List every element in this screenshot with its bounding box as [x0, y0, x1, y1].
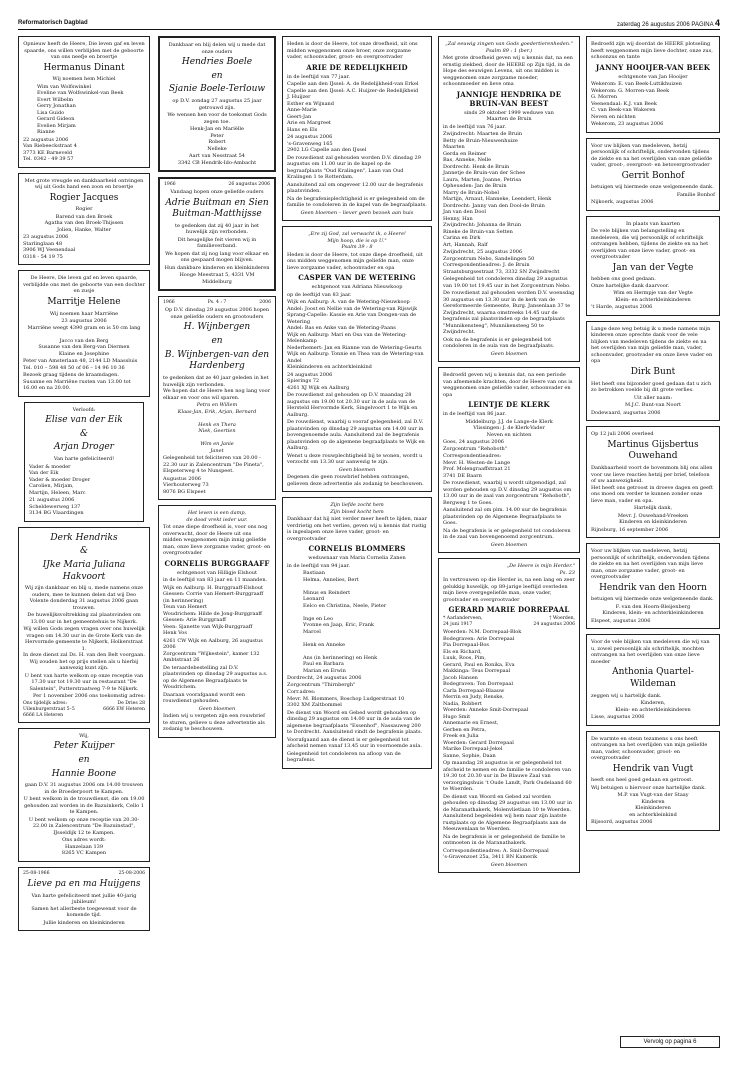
- ad-name: Martinus Gijsbertus Ouwehand: [607, 439, 699, 462]
- ad-signed: F. van den Hoorn-Bleijenberg Kinderen, klein- en achterkleinkinderen: [602, 603, 704, 617]
- ad-intro: Wij,: [79, 732, 89, 739]
- ad-address: Aart van Nesstraat 54 3342 CB Hendrik-Ido-Ambacht: [177, 153, 257, 166]
- ad-quote: „Zal eeuwig zingen van Gods goedertierenheden." Psalm 89 : 1 (ber.): [445, 41, 573, 54]
- anniversary-ad-wijnbergen: [158, 296, 276, 500]
- ad-name-1: Elise van der Eik: [45, 415, 123, 426]
- ad-address-left: Ons tijdelijk adres: Uilenburgerstraat 5–5 6666 LA Heteren: [23, 700, 75, 718]
- ad-text-2: Gelegenheid tot condoleren dinsdag 29 augustus van 19.00 tot 19.45 uur in het Zorgcentrum Nebo.: [443, 276, 571, 289]
- ad-address: Lisse, augustus 2006: [591, 714, 645, 721]
- ad-text-2: Jullie kinderen en kleinkinderen: [43, 919, 125, 926]
- ad-text-3: De dienst van Woord en Gebed zal worden gehouden op dinsdag 29 augustus om 13.00 uur in de Maranathakerk, Molenvlietlaan 10 te Woerden. Aansluitend begeleiden wij hem naar zijn laatste rustplaats op de Algemene Begraafplaats aan de Meeuwenlaan te Woerden.: [443, 793, 572, 833]
- ad-address: Hooge Meestraat 5, 4331 VM Middelburg: [179, 272, 255, 285]
- ad-family: Wijk en Aalburg: A. van de Wetering-Nieuwkoop Andel: Joost en Nellie van de Wetering-van Rijswijk Sprang-Capelle: Kassie en Arie van Dongen-van de Wetering Andel: Bas en Anke van de Wetering-Paans Wijk en Aalburg: Mari en Osa van de Wetering-Melenkamp Nederhemert: Jan en Rianne van de Wetering-Geurts Wijk en Aalburg: Tonnie en Thea van de Wetering-van Andel Kleinkinderen en achterkleinkind: [287, 299, 424, 371]
- ad-text-2: in de leeftijd van 83 jaar en 11 maanden.: [163, 577, 268, 584]
- ad-name: Marritje Helene: [47, 296, 121, 307]
- ad-corr: Correspondentieadres: Mevr. H. Westen-de Lange Prof. Molengraaffstraat 21 3741 DE Baarn: [443, 453, 511, 479]
- ad-text-1: Met grote droefheid geven wij u kennis dat, na een ernstig ziekbed, door de HEERE op Zijn tijd, in de Hope des eeuwigen Levens, uit ons midden is weggenomen onze zorgzame moeder, schoonmoeder en lieve oma: [443, 55, 573, 87]
- ad-text-2: Corr.adres: Mevr. M. Blommers, Boschop Ludgerstraat 10 3302 XM Zaltbommel: [287, 689, 405, 709]
- ad-name: Hermanus Dinant: [43, 62, 125, 73]
- ad-text-1: Heden is door de Heere, tot onze diepe droefheid, uit ons midden weggenomen mijn geliefde man, onze lieve zorgzame vader, schoonvader en opa: [287, 251, 423, 271]
- ad-text-1: Voor uw blijken van medeleven, hetzij persoonlijk of schriftelijk, ondervonden tijdens de ziekte en na het overlijden van onze geliefde vader, groot-, overgroot- en betovergrootvader: [591, 142, 713, 169]
- ad-text-1: De warmte en steun tezamens u ons heeft ontvangen na het overlijden van mijn geliefde man, vader, schoonvader, groot- en overgrootvader: [591, 735, 708, 762]
- ad-thanks: Van harte gefeliciteerd!: [53, 456, 115, 463]
- column-1: [18, 36, 150, 936]
- ad-text-1: Dankbaarheid voort de bovenmom blij ons allen voor uw lieve reacties hetzij per brief, telefoon of uw aanwezigheid. Het heeft ons getroost in droeve dagen en geeft ons moed om verder te kunnen zonder onze lieve man, vader en opa.: [591, 465, 713, 504]
- ad-family: Barend van den Broek Agatha van den Broek-Thijssen Jolien, Hanke, Walter: [44, 213, 124, 233]
- ad-sub: echtgenoot van Hilligje Elshout: [177, 569, 257, 576]
- page-label: PAGINA: [691, 22, 714, 28]
- obituary-redelijkheid: [282, 36, 432, 221]
- ad-from: Per 1 november 2006 ons toekomstig adres:: [33, 693, 145, 700]
- obituary-hooijer: [586, 36, 720, 133]
- ad-text-3: Aansluitend zal om ongeveer 12.00 uur de begrafenis plaatsvinden.: [287, 181, 424, 195]
- ad-signed: Familie Bonhof: [676, 191, 715, 198]
- ad-family: Middelburg: J.J. de Lange-de Klerk Vlissingen: J. de Klerk-Vader Neven en nichten: [465, 418, 553, 438]
- ad-quote: Ps. 4 : 7: [207, 300, 227, 306]
- ad-text-4: Na de begrafenis is er gelegenheid tot condoleren in de zaal van bovengenoemd zorgcentrum.: [443, 527, 571, 541]
- ad-text-2: Het heeft ons bijzonder goed gedaan dat u zich zo betrokken voelde bij dit grote verlies.: [591, 380, 712, 394]
- ad-text-4: Wenst u deze rouwplechtigheid bij te wonen, wordt u verzocht om 13.30 uur aanwezig te zijn.: [287, 452, 423, 466]
- thanks-ad-ouwehand: [586, 426, 720, 538]
- column-3: [282, 36, 432, 774]
- ad-name: Hendrik van den Hoorn: [599, 582, 707, 593]
- ad-quote: „De Heere is mijn Herder." Ps. 23: [506, 563, 575, 576]
- ad-callname: Rogier: [75, 206, 93, 213]
- ad-address: Nijkoerk, augustus 2006: [591, 199, 654, 206]
- ad-text-4: Hun dankbare kinderen en kleinkinderen: [164, 264, 270, 271]
- column-2: [158, 36, 276, 743]
- ad-signed: Geen bloemen: [198, 705, 236, 712]
- ad-text-2: heeft ons heel goed gedaan en getroost.: [591, 777, 693, 784]
- ad-text-3: De rouwdienst, waarbij u vooraf gelegenheid, zal D.V. plaatsvinden op dinsdag 29 augustus om 14.00 uur in bovengenoemde aula. Aansluitend zal de begrafenis plaatsvinden op de algemene begraafplaats te Wijk en Aalburg.: [287, 419, 425, 452]
- ad-text-2: Op maandag 28 augustus is er gelegenheid tot afscheid te nemen en de familie te condoleren van 19.30 tot 20.30 uur in De Blauwe Zaal van verzorgingshuis 't Oude Landt, Park Oudelaand 60 te Woerden.: [443, 760, 572, 793]
- ad-amp: en: [211, 70, 223, 81]
- obituary-de-bruin: [438, 36, 580, 362]
- ad-name: Adrie Buitman en Sien Buitman-Matthijsse: [165, 197, 269, 220]
- ad-text-3: De rouwdienst zal gehouden worden D.V. woensdag 30 augustus om 13.30 uur in de kerk van de Gereformeerde Gemeente, Burg. Jansenlaan 37 te Zwijndrecht, waarna omstreeks 14.45 uur de begrafenis zal plaatsvinden op de begraafplaats "Munnikensteeg", Munnikensteeg 50 te Zwijndrecht.: [443, 290, 575, 336]
- ad-name: CASPER VAN DE WETERING: [298, 273, 416, 283]
- ad-text-1: Dankbaar dat hij niet verder meer heeft te lijden, maar verdrietig om het verlies, geven wij u kennis dat rustig is ingeslapen onze lieve vader, groot- en overgrootvader: [287, 516, 427, 542]
- thanks-ad-vugt: [586, 731, 720, 831]
- ad-sub: echtgenote van Jan Hooijer: [618, 73, 688, 80]
- ad-callname: Wij noemen hem Michiel: [52, 76, 116, 83]
- ad-sub: weduwnaar van Maria Cornelia Zanen: [308, 555, 406, 562]
- ad-addresses: [23, 701, 145, 719]
- ad-text-2: Dit heugelijke feit vieren wij in familieverband.: [177, 236, 257, 250]
- ad-text-2: U bent welkom in de trouwdienst, die om 19.00 gehouden zal worden in de Bazuinkerk, Cello 1 te Kampen.: [23, 796, 145, 816]
- ad-age: in de leeftijd van 94 jaar.: [287, 562, 350, 569]
- ad-text-4: De teraardebestelling zal D.V. plaatsvinden op dinsdag 29 augustus a.s. op de Algemene Begraafplaats te Woudrichem.: [163, 664, 268, 691]
- continue-on-page-link: Vervolg op pagina 6: [620, 1036, 720, 1048]
- ad-family: Wekerom: E. van Beek-Luttikhuizen Wekerom: G. Morren-van Beek G. Morren Veenendaal: K.J. van Beek C. van Beek-van Wakeren Neven en nichten: [591, 81, 682, 120]
- ad-text-2: De rouwdienst zal gehouden worden D.V. dinsdag 29 augustus om 11.00 uur in de kapel op de begraafplaats "Oud Kralingen", Laan van Oud Kralingen 1 te Rotterdam.: [287, 154, 421, 181]
- ad-family: Woerden: N.M. Dorrepaal-Blok Bodegraven: Arie Dorrepaal Pia Dorrepaal-Bos Els en Richard, Luuk, Roos, Pim, Gerard, Paul en Ronika, Eva Makkinga: Teus Dorrepaal Jacob Hansen Bodegraven: Ton Dorrepaal Carla Dorrepaal-Blaauw Merrin en Judy, Renske, Nadia, Robbert Woerden: Anneke Smit-Dorrepaal Hugo Smit Annemarie en Ernest, Gerben en Petra, Freek en Julia Woerden: Gerard Dorrepaal Marike Dorrepaal-Jekel Sanne, Sophie, Daan: [443, 629, 529, 759]
- ad-signed: Geen bloemen: [490, 861, 528, 868]
- ad-text-3: Aansluitend zal om plm. 14.00 uur de begrafenis plaatsvinden op de Algemene Begraafplaats te Goes.: [443, 507, 567, 527]
- ad-family: Wim van Wolfswinkel Eveline van Wolfswinkel-van Beek Evert Wilbelm Gerry Jonathan Lisa Guido Gerard Gideon Evelien Mirjam Rianne: [37, 83, 124, 136]
- ad-amp: &: [79, 546, 88, 557]
- birth-ad-hermanus: [18, 36, 150, 168]
- ad-address: Zwijndrecht, 25 augustus 2006 Zorgcentrum Nebo, Sandelingen 50 Correspondentieadres: J. de Bruin Straatsburgsestraat 73, 3332 SN Zwijndrecht: [443, 249, 560, 275]
- ad-title: Lieve pa en ma Huijgens: [27, 878, 141, 889]
- ad-address: Wekerom, 23 augustus 2006: [591, 121, 664, 128]
- page-date: zaterdag 26 augustus 2006: [617, 22, 690, 28]
- ad-address: 't Harde, augustus 2006: [591, 304, 653, 311]
- anniversary-ad-huijgens: [18, 867, 150, 931]
- ad-intro: Op 12 juli 2006 overleed: [591, 431, 654, 438]
- ad-quote: Zijn liefde zocht hem Zijn bloed kocht hem: [330, 502, 384, 515]
- ad-name: Dirk Bunt: [630, 366, 676, 377]
- ad-address: Goes, 24 augustus 2006 Zorgcentrum "Rehoboth": [443, 439, 507, 452]
- obituary-blommers: [282, 497, 432, 769]
- ad-address: Rijnsburg, 16 september 2006: [591, 526, 669, 533]
- ad-name: CORNELIS BURGGRAAFF: [164, 558, 270, 568]
- ad-family: Petra en Willem Klaas-Jan, Erik, Arjan, Bernard Henk en Thera Niek, Geertien Wim en Janie Janet: [177, 402, 257, 454]
- ad-date-left: 25-08-1966: [23, 870, 50, 876]
- ad-address: 24 augustus 2006 's-Gravenweg 165 2902 LG Capelle aan den IJssel: [287, 134, 367, 154]
- ad-address-right: De Dries 28 6666 EW Heteren: [103, 700, 145, 712]
- thanks-ad-vegte: [586, 216, 720, 316]
- ad-family: Zwijndrecht: Maarten de Bruin Betty de Bruin-Nieuwenhuize Maarten Gerda en Reimer Bas, Anneke, Nelle Dordrecht: Henk de Bruin Jannetje de Bruin-van der Schee Laura, Marten, Joanne, Petrisa Opheusden: Jan de Bruin Marry de Bruin-Nobel Martijn, Arnaut, Hanneke, Leendert, Henk Dordrecht: Janny van den Dool-de Bruin Jan van den Dool Henny, Han Zwijndrecht: Johanna de Bruin Rineke de Bruin-van Setten Carina en Dirk Art, Hannah, Ralf: [443, 131, 552, 248]
- ad-text-3: De dienst van Woord en Gebed wordt gehouden op dinsdag 29 augustus om 14.00 uur in de aula van de algemene begraafplaats "Essenhof", Nassauweg 200 te Dordrecht. Aansluitend vindt de begrafenis plaats.: [287, 709, 423, 736]
- ad-text-2: betuigen wij hiermede onze welgemeende dank.: [591, 596, 714, 603]
- ad-text-5: Correspondentieadres: A. Smit-Dorrepaal 's-Gravenzoet 25a, 3411 BN Kamerik: [443, 847, 549, 861]
- ad-address: Ons adres wordt: Hanzelaan 139 8265 VC Kampen: [61, 837, 107, 857]
- ad-text-3: U bent welkom op onze receptie van 20.30-22.00 in Zalencentrum "De Bazuinstad", IJsseldijk 12 te Kampen.: [28, 816, 140, 836]
- ad-text-2: De rouwdienst zal gehouden op D.V. maandag 28 augustus om 19.00 tot 20.30 uur in de aula van de Hersteld Hervormde Kerk, Singelvoort 1 te Wijk en Aalburg.: [287, 392, 418, 418]
- ad-intro: Dankbaar en blij delen wij u mede dat onze ouders: [168, 42, 266, 55]
- ad-signed: Mevr. J. Ouwehand-Vreeken Kinderen en kleinkinderen: [617, 512, 689, 526]
- ad-signed: Geen bloemen: [490, 541, 528, 548]
- ad-text-4: Na de begrafenis is er gelegenheid de familie te ontmoeten in de Maranathakerk.: [443, 833, 566, 847]
- column-5: [586, 36, 720, 836]
- obituary-de-klerk: [438, 367, 580, 553]
- ad-name-1: H. Wijnbergen: [183, 322, 251, 333]
- engagement-ad-arjan: [24, 402, 144, 522]
- ad-signed: Geen bloemen: [490, 350, 528, 357]
- thanks-ad-bunt: [586, 321, 720, 421]
- ad-text-3: Uit aller naam:: [633, 394, 673, 401]
- ad-name: Gerrit Bonhof: [621, 170, 685, 181]
- ad-age: in de leeftijd van 86 jaar.: [443, 411, 506, 418]
- ad-address: Augustus 2006 Vierhouterweg 73 8076 BG Elspeet: [163, 475, 209, 495]
- ad-text-4: U bent van harte welkom op onze receptie van 17.30 uur tot 19.30 uur in restaurant "De Salentein", Putterstraatweg 7-9 te Nijkerk.: [24, 672, 144, 692]
- ad-text-4: Voorafgaand aan de dienst is er gelegenheid tot afscheid nemen vanaf 13.45 uur in voornoemde aula.: [287, 736, 422, 750]
- ad-intro: In plaats van kaarten: [626, 220, 680, 227]
- ad-dates: [164, 182, 270, 188]
- ad-callname: Wij noemen haar Marriëne: [49, 310, 119, 317]
- ad-amp: en: [78, 754, 90, 765]
- ad-address: 23 augustus 2006 Starlinglaan 48 3906 WJ Veenendaal 0318 - 54 19 75: [23, 234, 76, 260]
- ad-text-2: Hartelijk dank,: [633, 505, 673, 512]
- ad-name-2: Arjan Droger: [54, 442, 114, 453]
- obituary-dorrepaal: [438, 558, 580, 873]
- obituary-wetering: [282, 226, 432, 492]
- ad-date-right: 25-08-2006: [118, 870, 145, 876]
- ad-text-2: De rouwdienst, waarbij u wordt uitgenodigd, zal worden gehouden op D.V. dinsdag 29 augustus om 13.00 uur in de zaal van zorgcentrum "Rehoboth", Bergweg 1 te Goes.: [443, 480, 572, 506]
- obituary-burggraaff: [158, 505, 276, 738]
- ad-text-1: gaan D.V. 31 augustus 2006 om 14.00 trouwen in de Broederpoort te Kampen.: [24, 782, 144, 795]
- ad-name: Jan van der Vegte: [612, 262, 694, 273]
- wedding-ad-derk: [18, 527, 150, 723]
- ad-address: Peter van Amsterlaan 48, 2144 LD Maassluis Tel. 010 – 598 48 50 of 06 – 14 96 10 36: [23, 358, 138, 371]
- ad-details: 23 augustus 2006 Marriëne weegt 4390 gram en is 50 cm lang Jacco van den Berg Susanne van den Berg-van Diermen Klaine en Josephine: [27, 318, 141, 357]
- ad-date-left: 1966: [163, 300, 175, 306]
- ad-text-1: De vele blijken van belangstelling en medeleven, die wij persoonlijk of schriftelijk ontvangen hebben, tijdens de ziekte en na het overlijden van onze lieve vader, groot- en overgrootvader: [591, 228, 709, 261]
- ad-name: GERARD MARIE DORREPAAL: [448, 605, 570, 615]
- ad-family: Vader & moeder Van der Eik Vader & moeder Droger Carolien, Mirjam, Martijn, Heleen, Marc: [29, 463, 91, 496]
- ad-dates: [443, 616, 575, 628]
- ad-intro: Vandaag hopen onze geliefde ouders: [170, 189, 264, 196]
- ad-name-2: IJke Maria Juliana Hakvoort: [42, 560, 126, 582]
- ad-text-1: Wij zijn dankbaar en blij u, mede namens onze ouders, mee te kunnen delen dat wij Deo Volente donderdag 31 augustus 2006 gaan trouwen.: [24, 585, 144, 611]
- ad-text-2: zeggen wij u hartelijk dank.: [591, 692, 662, 699]
- ad-address: Elspeet, augustus 2006: [591, 617, 651, 624]
- anniversary-ad-boele: [158, 36, 276, 172]
- ad-signed: M.J.C. Bunt-van Noort: [625, 402, 681, 409]
- ad-family: Henk-Jan en Mariëlle Peter Robert Nelleke: [190, 126, 244, 152]
- ad-text-3: Wij willen Gods zegen vragen over ons huwelijk vragen om 14.30 uur in de Grote Kerk van de Hervormde gemeente te Nijkerk, Holkerstraat 1. In deze dienst zal Ds. H. van den Belt voorgaan. Wij zouden het op prijs stellen als u hierbij aanwezig kunt zijn.: [23, 626, 145, 672]
- ad-date-right: † Woerden, 24 augustus 2006: [533, 616, 575, 628]
- ad-text-1: In vertrouwen op die Herder is, na een lang en zeer gelukkig huwelijk, op 89-jarige leeftijd overleden mijn lieve overgegeliefde man, onze vader, grootvader en overgrootvader: [443, 577, 575, 603]
- ad-family: Bastiaan Helma, Annelies, Bert Minus en Reindert Leonard Eelco en Christina, Neele, Pieter Inge en Leo Yvonne en Jaap, Eric, Frank Marcel Henk en Anneke Ans (in herinnering) en Henk Paul en Barbara Marian en Erwin: [303, 570, 387, 674]
- ad-name-2: B. Wijnbergen-van den Hardenberg: [164, 349, 270, 372]
- ad-text-1: Lange deze weg betuig ik u mede namens mijn kinderen onze oprechte dank voor de vele blijken van medeleven tijdens de ziekte en na het overlijden van mijn geliefde man, vader, schoonvader, grootvader en onze lieve vader en opa: [591, 325, 713, 365]
- ad-address: Bijsoord, augustus 2006: [591, 819, 653, 826]
- page-info: [617, 18, 720, 30]
- ad-text-2: betuigen wij hiermede onze welgemeende dank.: [591, 184, 714, 191]
- ad-text-3: Wij betuigen u hiervoor onze hartelijke dank.: [591, 784, 706, 791]
- ad-amp: en: [211, 336, 223, 347]
- ad-intro: De Heere, Die leven gaf en leven spaarde, verblijdde ons met de geboorte van een dochter en zusje: [23, 275, 145, 295]
- ad-title: Verloofd:: [72, 406, 96, 413]
- ad-age: op de leeftijd van 83 jaar.: [287, 291, 352, 298]
- thanks-ad-hoorn: [586, 543, 720, 629]
- ad-date-right: 2006: [259, 300, 271, 306]
- ad-text-1: Van harte gefeliciteerd met jullie 40-jarig jubileum! Samen het allerbeste toegewenst voor de komende tijd.: [31, 892, 137, 918]
- ad-text-5: Daaraan voorafgaand wordt een rouwdienst gehouden.: [163, 691, 245, 705]
- ad-date-left: 1966: [164, 182, 176, 188]
- ad-name: Rogier Jacques: [49, 192, 119, 203]
- ad-name: Anthonia Quartel-Wildeman: [612, 667, 694, 689]
- ad-sub: echtgenoot van Adriana Nieuwkoop: [311, 284, 403, 291]
- ad-address: Dordrecht, 24 augustus 2006 Zorgcentrum "Thirnbergh": [287, 675, 362, 688]
- newspaper-name: Reformatorisch Dagblad: [18, 20, 88, 26]
- ad-signed: Kinderen, Klein- en achterkleinkinderen: [615, 700, 691, 713]
- ad-name: Hendrik van Vugt: [612, 763, 694, 774]
- ad-text-3: 4261 CW Wijk en Aalburg, 26 augustus 2006 Zorgcentrum "Wijkestein", kamer 132 Ambtstraat 26: [163, 637, 263, 664]
- page-number: 4: [714, 18, 720, 28]
- ad-address: 24 augustus 2006 Spierings 72 4261 XJ Wijk en Aalburg: [287, 371, 350, 391]
- ad-name: ARIE DE REDELIJKHEID: [306, 62, 408, 72]
- page-header: [18, 16, 720, 30]
- ad-amp: &: [79, 428, 88, 439]
- thanks-ad-bonhof: [586, 138, 720, 211]
- ad-dates: [163, 300, 271, 306]
- ad-text-2: hebben ons goed gedaan. Onze hartelijke dank daarvoor.: [591, 276, 670, 289]
- ad-text-6: Indien wij u vergeten zijn een rouwbrief te sturen, gelieve u deze advertentie als zodanig te beschouwen.: [163, 713, 265, 733]
- ad-signed: Geen bloemen: [338, 466, 376, 473]
- ad-name-1: Derk Hendriks: [50, 532, 118, 543]
- column-4: [438, 36, 580, 878]
- ad-text-1: Heden is door de Heere, tot onze droefheid, uit ons midden weggenomen onze broer, onze zorgzame vader, schoonvader, groot- en overgrootvader: [287, 41, 418, 60]
- wedding-ad-kuijper: [18, 728, 150, 862]
- ad-name-2: Hannie Boone: [51, 768, 117, 779]
- ad-intro: Op D.V. dinsdag 29 augustus 2006 hopen onze geliefde ouders en grootouders: [164, 307, 270, 320]
- ad-visit: Bezoek graag tijdens de kraamdagen. Susanne en Marriëne rusten van 13.00 tot 16.00 en na 20.00.: [23, 372, 131, 392]
- ad-text-1: Voor uw blijken van medeleven, hetzij persoonlijk of schriftelijk, ondervonden tijdens de ziekte en na het overlijden van mijn lieve man, onze zorgzame vader, groot- en overgrootvader: [591, 548, 710, 581]
- ad-intro: Opnieuw heeft de Heere, Die leven gaf en leven spaarde, ons willen verblijden met de geboorte van ons neefje en broertje: [23, 41, 145, 60]
- ad-text-1: op D.V. zondag 27 augustus 25 jaar getrouwd zijn.: [172, 98, 262, 111]
- ad-name-2: Sjanie Boele-Terlouw: [168, 84, 266, 95]
- ad-text-2: We wensen hen voor de toekomst Gods zegen toe.: [167, 112, 267, 125]
- ad-age: in de leeftijd van 76 jaar.: [443, 123, 506, 130]
- ad-family: Capelle aan den IJssel: A. de Redelijkheid-van Erkel Capelle aan den IJssel: A.C. Huijzer-de Redelijkheid J. Huijzer Esther en Wijnand Anne-Marie Geert-Jan Arie en Margreet Hans en Els: [287, 81, 419, 133]
- ad-intro: Met grote vreugde en dankbaarheid ontvingen wij uit Gods hand een zoon en broertje: [24, 177, 144, 191]
- ad-name: JANNY HOOIJER-VAN BEEK: [595, 62, 711, 72]
- thanks-ad-wildeman: [586, 634, 720, 725]
- ad-name-1: Peter Kuijper: [53, 741, 115, 752]
- ad-name-1: Hendries Boele: [181, 57, 253, 67]
- ad-text-1: Bedroefd geven wij u kennis dat, na een periode van afnemende krachten, door de Heere van ons is weggenomen onze geliefde vader, schoonvader en opa: [443, 372, 573, 398]
- ad-name: CORNELIS BLOMMERS: [308, 544, 406, 554]
- ad-address: Dodewaard, augustus 2006: [591, 409, 661, 416]
- ad-text-1: Bedroefd zijn wij doordat de HEERE plotseling heeft weggenomen mijn lieve dochter, onze zus, schoonzus en tante: [591, 41, 713, 60]
- ad-quote: „Ere zij God, zal verwacht ik, o Heere! Mijn hoop, die is op U." Psalm 39 : 8: [308, 231, 406, 251]
- ad-signed: M.P. van Vugt-van der Staay Kinderen Kleinkinderen en achterkleinkind: [617, 792, 689, 818]
- ad-family: Wijk en Aalburg: H. Burggraaff-Elshout Giessen: Corrie van Hemert-Burggraaff (in herinnering) Teun van Hemert Woudrichem: Hilde de Jong-Burggraaff Giessen: Arie Burggraaff Veen: Sjanette van Wijk-Burggraaff Henk Vos: [163, 584, 264, 637]
- ad-dates: [23, 871, 145, 877]
- ad-signed: Geen bloemen – liever geen bezoek aan huis: [300, 209, 414, 216]
- ad-text-1: te gedenken dat ze 40 jaar geleden in het huwelijk zijn verbonden. We hopen dat de Heere hen nog lang voor elkaar en voor ons wil sparen.: [163, 375, 271, 401]
- anniversary-ad-buitman: [158, 177, 276, 291]
- ad-text-5: Gelegenheid tot condoleren na afloop van de begrafenis.: [287, 750, 401, 764]
- ad-text-2: Gelegenheid tot feliciteren van 20.00 - 22.30 uur in Zalencentrum "De Pineta", Elspeterweg 4 te Nunspeet.: [163, 455, 264, 475]
- ad-quote: Het leven is een damp, de dood vrekt ieder uur.: [186, 510, 248, 523]
- birth-ad-rogier: [18, 173, 150, 266]
- ad-text-1: te gedenken dat zij 40 jaar in het huwelijk zijn verbonden.: [174, 222, 260, 236]
- ad-date-right: 26 augustus 2006: [228, 182, 270, 188]
- ad-age: in de leeftijd van 77 jaar.: [287, 73, 350, 80]
- ad-signed: Wim en Hermpje van der Vegte Klein- en achterkleinkinderen: [613, 290, 693, 303]
- ad-text-4: Na de begrafenisplechtigheid is er gelegenheid om de familie te condoleren in de kapel van de begraafplaats.: [287, 195, 427, 209]
- ad-name: JANNIGJE HENDRIKA DE BRUIN-VAN BEEST: [456, 89, 562, 108]
- ad-name: LEINTJE DE KLERK: [468, 400, 550, 410]
- ad-text-4: Ook na de begrafenis is er gelegenheid tot condoleren in de aula van de begraafplaats.: [443, 336, 555, 350]
- ad-text-1: Tot onze diepe droefheid is, voor ons nog onverwacht, door de Heere uit ons midden weggenomen mijn innig geliefde man, onze lieve zorgzame vader, groot- en overgrootvader: [163, 524, 271, 557]
- ad-text-5: Degenen die geen rouwbrief hebben ontvangen, gelieven deze advertentie als zodanig te beschouwen.: [287, 474, 424, 487]
- ad-sub: sinds 29 oktober 1999 weduwe van Maarten de Bruin: [464, 109, 554, 123]
- ad-address: 22 augustus 2006 Van Riebeeckstraat 4 3773 KE Barneveld Tel. 0342 - 49 39 57: [23, 136, 77, 163]
- ad-text-2: De huwelijksvoltrekking zal plaatsvinden om 13.00 uur in het gemeentehuis te Nijkerk.: [27, 612, 141, 625]
- ad-address: 21 augustus 2006 Scheldewerweg 137 3134 BG Vlaardingen: [29, 497, 84, 517]
- ad-text-3: We hopen dat zij nog lang voor elkaar en ons gespaard mogen blijven.: [165, 250, 269, 264]
- ad-date-left: * Aarlanderveen, 24 juni 1917: [443, 616, 483, 628]
- ad-text-1: Voor de vele blijken van medeleven die wij van u, zowel persoonlijk als schriftelijk, mochten ontvangen na het overlijden van onze lieve moeder: [591, 639, 710, 665]
- birth-ad-marritje: [18, 270, 150, 396]
